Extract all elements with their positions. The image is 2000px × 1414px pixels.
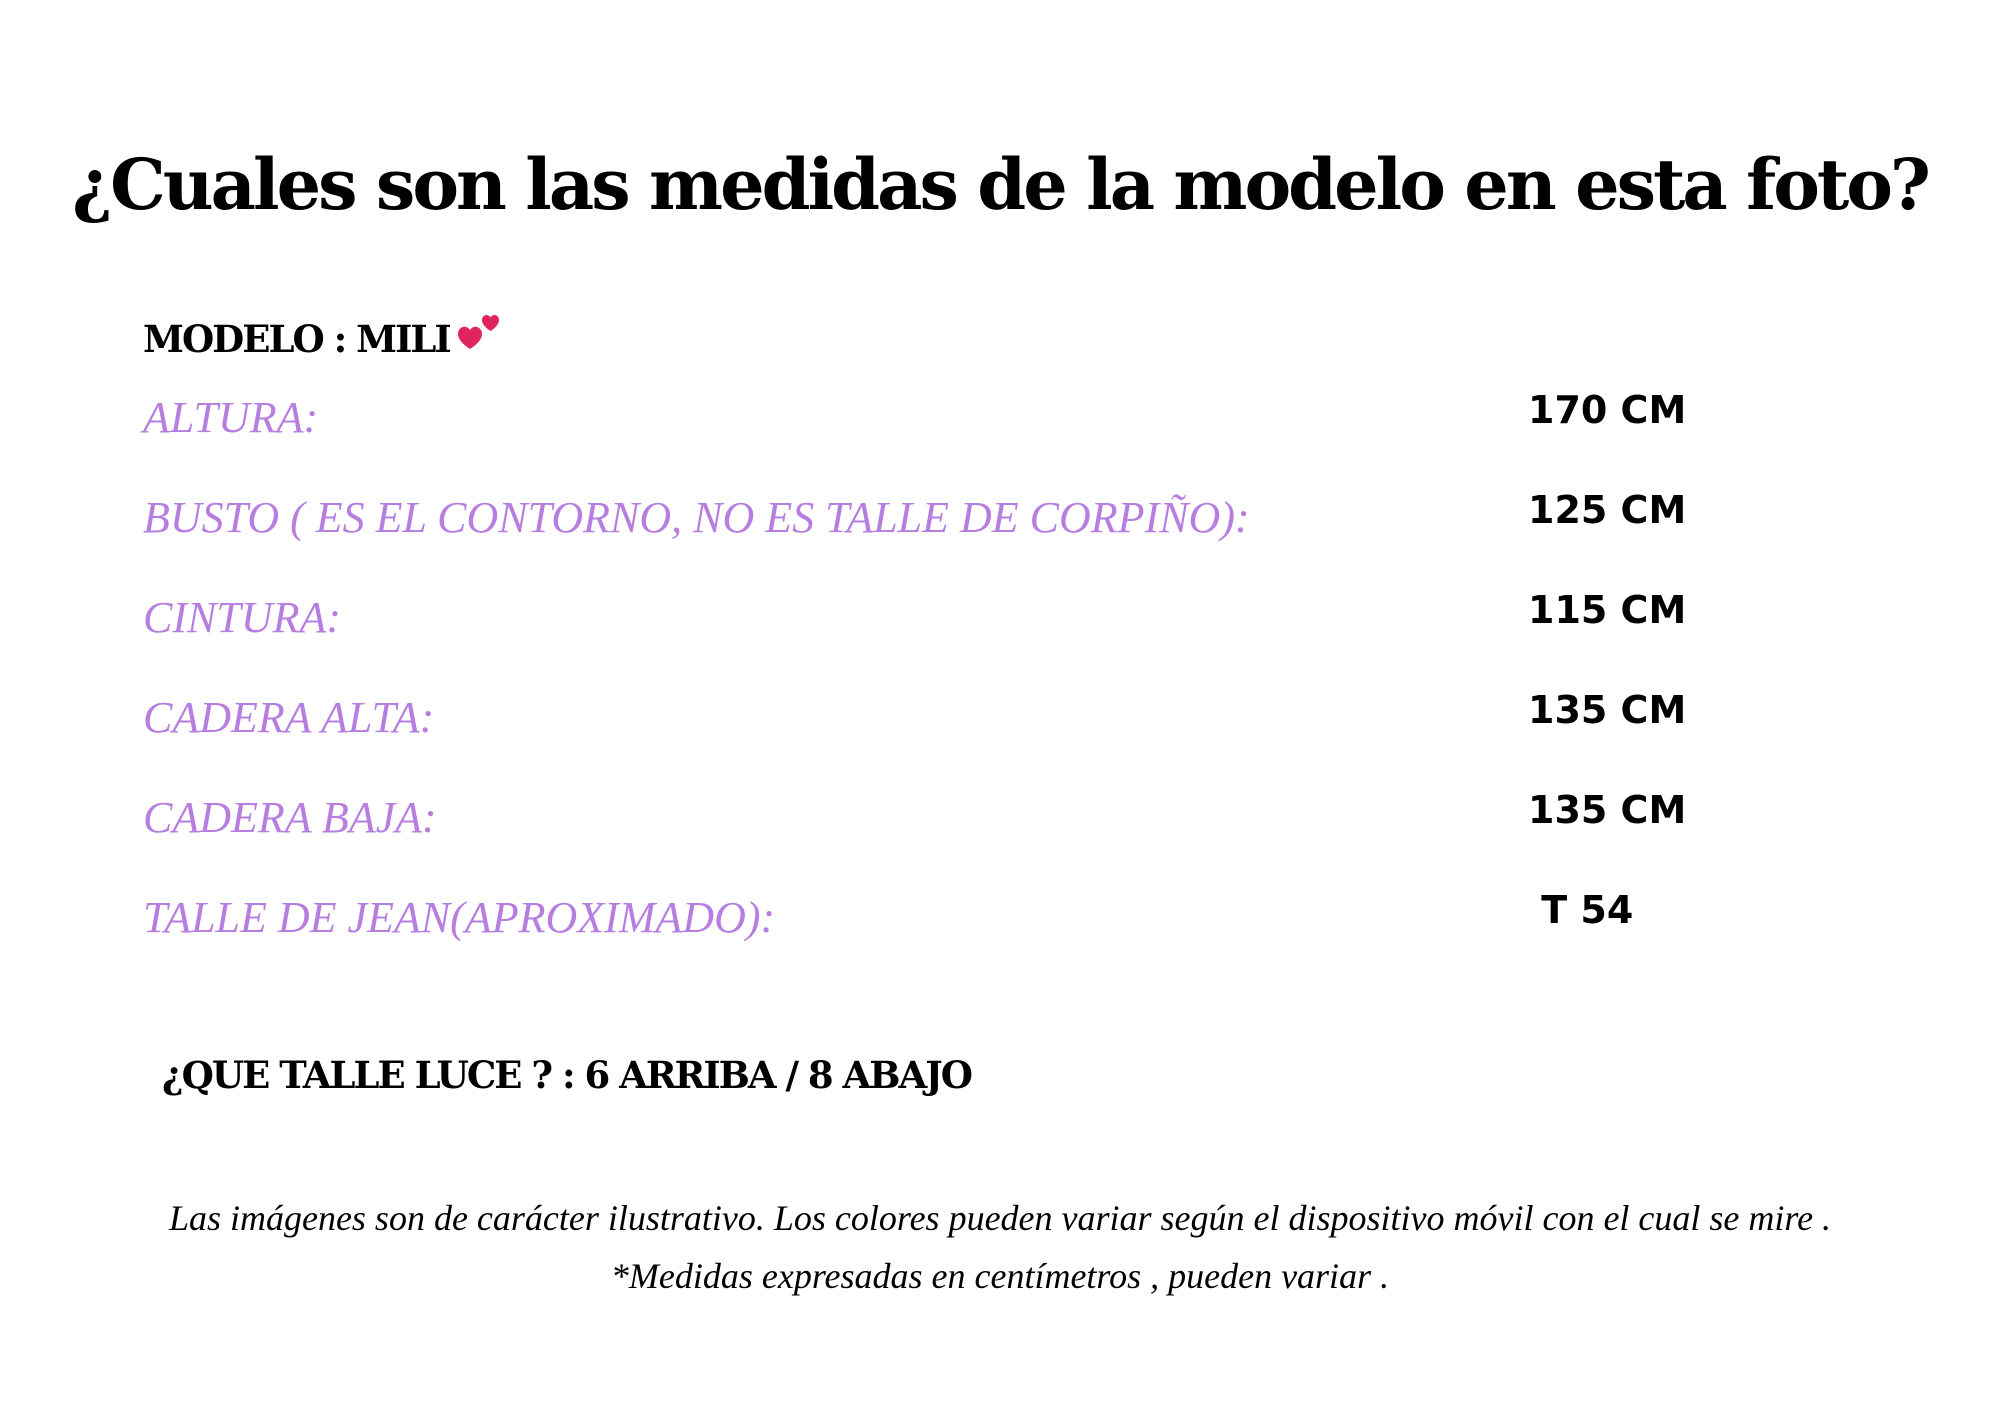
measurement-row-cadera-alta xyxy=(0,688,2000,748)
disclaimer-line-1: Las imágenes son de carácter ilustrativo. Los colores pueden variar según el dispositivo móvil con el cual se mire . xyxy=(168,1198,1832,1238)
measurement-row-cadera-baja xyxy=(0,788,2000,848)
size-value: 6 ARRIBA / 8 ABAJO xyxy=(584,1053,971,1097)
measurement-value: T 54 xyxy=(1528,888,1634,932)
two-hearts-icon xyxy=(452,310,502,360)
measurement-value: 135 CM xyxy=(1528,788,1687,832)
measurement-value: 115 CM xyxy=(1528,588,1687,632)
model-label: MODELO : xyxy=(143,317,346,361)
measurement-label: TALLE DE JEAN(APROXIMADO): xyxy=(143,893,776,942)
model-line xyxy=(143,310,502,364)
measurement-label: BUSTO ( ES EL CONTORNO, NO ES TALLE DE CORPIÑO): xyxy=(143,493,1250,542)
size-line xyxy=(162,1050,971,1100)
measurement-row-cintura xyxy=(0,588,2000,648)
model-name: MILI xyxy=(356,317,450,361)
measurement-label: ALTURA: xyxy=(143,393,319,442)
measurement-row-altura xyxy=(0,388,2000,448)
measurement-label: CADERA BAJA: xyxy=(143,793,437,842)
size-label: ¿QUE TALLE LUCE ? : xyxy=(162,1053,574,1097)
measurement-value: 170 CM xyxy=(1528,388,1687,432)
measurement-row-busto xyxy=(0,488,2000,548)
measurement-value: 125 CM xyxy=(1528,488,1687,532)
measurement-row-talle-jean xyxy=(0,888,2000,948)
measurement-label: CADERA ALTA: xyxy=(143,693,435,742)
measurement-value: 135 CM xyxy=(1528,688,1687,732)
measurement-label: CINTURA: xyxy=(143,593,341,642)
disclaimer-line-2: *Medidas expresadas en centímetros , pueden variar . xyxy=(610,1256,1390,1296)
page-title: ¿Cuales son las medidas de la modelo en esta foto? xyxy=(72,143,1928,226)
